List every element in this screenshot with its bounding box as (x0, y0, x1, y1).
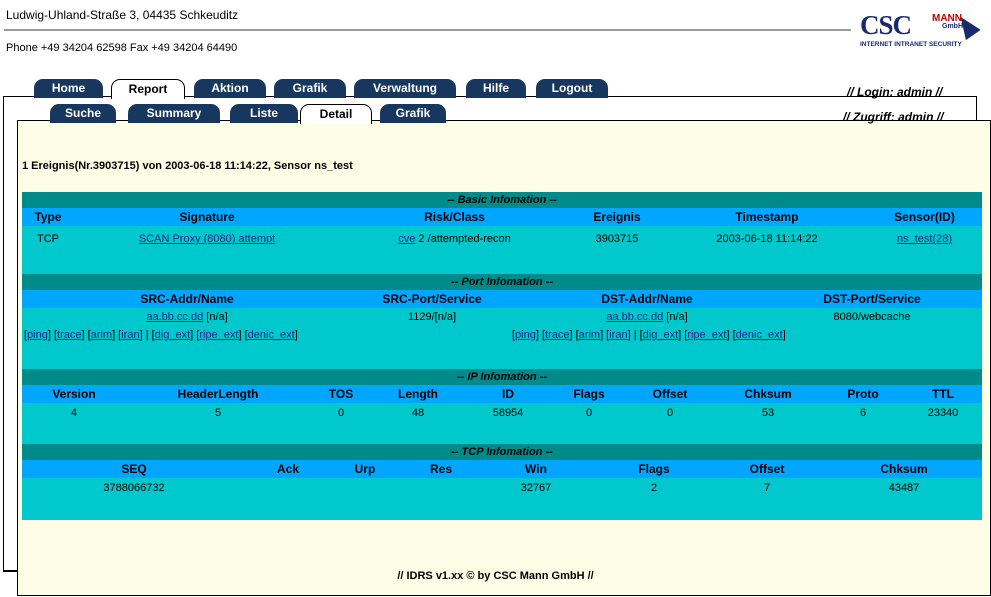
dst-arim-link[interactable]: arim (578, 329, 601, 341)
src-addr-link[interactable]: aa.bb.cc.dd (146, 311, 204, 323)
dst-dig-link[interactable]: dig_ext (642, 329, 679, 341)
ip-value-5: 0 (585, 407, 593, 419)
col-timestamp: Timestamp (735, 210, 799, 224)
col-signature: Signature (179, 210, 235, 224)
address: Ludwig-Uhland-Straße 3, 04435 Schkeuditz (6, 8, 239, 22)
dst-denic-link[interactable]: denic_ext (735, 329, 783, 341)
sensor-link[interactable]: ns_test(28) (896, 233, 953, 245)
tab-logout[interactable]: Logout (536, 79, 608, 98)
src-ping-link[interactable]: ping (27, 329, 48, 341)
logo-tagline: INTERNET INTRANET SECURITY (860, 41, 962, 48)
dst-ping-link[interactable]: ping (515, 329, 536, 341)
ip-value-8: 6 (859, 407, 867, 419)
ip-col-2: TOS (328, 387, 354, 401)
tcp-col-3: Res (429, 462, 452, 476)
src-tools: [ping] [trace] [arim] [iran] | [dig_ext] [ripe_ext] [denic_ext] (24, 329, 298, 341)
ip-value-1: 5 (214, 407, 222, 419)
header-divider (4, 29, 851, 31)
tcp-value-4: 32767 (520, 482, 552, 494)
access-status: // Zugriff: admin // (843, 110, 944, 124)
dst-ripe-link[interactable]: ripe_ext (687, 329, 727, 341)
risk-text: 2 /attempted-recon (418, 233, 511, 245)
subtab-summary[interactable]: Summary (128, 104, 220, 123)
ip-col-8: Proto (847, 387, 879, 401)
tab-aktion[interactable]: Aktion (194, 79, 266, 98)
ip-value-7: 53 (761, 407, 775, 419)
subtab-grafik[interactable]: Grafik (380, 104, 446, 123)
tcp-col-6: Offset (749, 462, 785, 476)
src-denic-link[interactable]: denic_ext (247, 329, 295, 341)
tcp-col-4: Win (525, 462, 547, 476)
ip-row (22, 404, 982, 422)
timestamp-value: 2003-06-18 11:14:22 (716, 233, 818, 245)
dst-port-value: 8080/webcache (833, 311, 911, 323)
cve-link[interactable]: cve (398, 233, 416, 245)
col-risk: Risk/Class (424, 210, 485, 224)
basic-col-headers (22, 208, 982, 226)
tcp-col-5: Flags (638, 462, 670, 476)
logo-gmbh: GmbH (942, 23, 963, 30)
ip-header: -- IP Infomation -- (22, 369, 982, 385)
tcp-value-5: 2 (650, 482, 658, 494)
dst-addr-cell (572, 308, 722, 326)
dst-trace-link[interactable]: trace (545, 329, 570, 341)
tab-grafik[interactable]: Grafik (274, 79, 346, 98)
ip-col-5: Flags (573, 387, 605, 401)
ip-value-3: 48 (411, 407, 425, 419)
ip-col-0: Version (52, 387, 96, 401)
col-src-addr: SRC-Addr/Name (140, 292, 234, 306)
src-iran-link[interactable]: iran (121, 329, 140, 341)
basic-section (22, 192, 982, 274)
ip-col-7: Chksum (744, 387, 792, 401)
logo-mann: MANN (932, 13, 962, 24)
event-title: 1 Ereignis(Nr.3903715) von 2003-06-18 11:14:22, Sensor ns_test (22, 160, 353, 172)
ip-value-4: 58954 (492, 407, 524, 419)
ip-value-0: 4 (70, 407, 78, 419)
port-row (22, 308, 982, 326)
tcp-col-2: Urp (354, 462, 376, 476)
tab-report[interactable]: Report (111, 79, 185, 99)
dst-na: [n/a] (666, 311, 688, 323)
src-trace-link[interactable]: trace (57, 329, 82, 341)
ip-col-3: Length (398, 387, 438, 401)
subtab-suche[interactable]: Suche (50, 104, 116, 123)
col-dst-addr: DST-Addr/Name (601, 292, 693, 306)
phone-info: Phone +49 34204 62598 Fax +49 34204 64490 (6, 42, 238, 54)
tcp-col-7: Chksum (880, 462, 928, 476)
tab-home[interactable]: Home (34, 79, 103, 98)
col-sensor: Sensor(ID) (894, 210, 955, 224)
tcp-row (22, 479, 982, 497)
basic-row (22, 230, 982, 248)
tcp-value-0: 3788066732 (103, 482, 165, 494)
ip-value-9: 23340 (927, 407, 959, 419)
col-ereignis: Ereignis (593, 210, 641, 224)
ip-section (22, 369, 982, 444)
dst-addr-link[interactable]: aa.bb.cc.dd (606, 311, 664, 323)
src-dig-link[interactable]: dig_ext (154, 329, 191, 341)
tcp-header: -- TCP Infomation -- (22, 444, 982, 460)
footer: // IDRS v1.xx © by CSC Mann GmbH // (397, 570, 594, 582)
tab-hilfe[interactable]: Hilfe (466, 79, 526, 98)
tcp-col-0: SEQ (121, 462, 147, 476)
ip-value-2: 0 (337, 407, 345, 419)
subtab-liste[interactable]: Liste (230, 104, 298, 123)
tcp-col-headers (22, 460, 982, 478)
basic-header: -- Basic Infomation -- (22, 192, 982, 208)
type-value: TCP (37, 233, 59, 245)
tab-verwaltung[interactable]: Verwaltung (354, 79, 456, 98)
col-dst-port: DST-Port/Service (823, 292, 921, 306)
login-status: // Login: admin // (847, 85, 943, 99)
tcp-value-7: 43487 (888, 482, 920, 494)
dst-tools: [ping] [trace] [arim] [iran] | [dig_ext] [ripe_ext] [denic_ext] (512, 329, 786, 341)
tcp-section (22, 444, 982, 520)
ip-col-headers (22, 385, 982, 403)
port-col-headers (22, 290, 982, 308)
col-src-port: SRC-Port/Service (382, 292, 482, 306)
ip-value-6: 0 (666, 407, 674, 419)
ip-col-4: ID (502, 387, 514, 401)
company-logo (856, 10, 986, 52)
ip-col-9: TTL (932, 387, 954, 401)
ip-col-1: HeaderLength (177, 387, 259, 401)
detail-content (22, 192, 982, 520)
tcp-value-6: 7 (763, 482, 771, 494)
src-port-value: 1129/[n/a] (407, 311, 457, 323)
signature-link[interactable]: SCAN Proxy (8080) attempt (138, 233, 276, 245)
src-na: [n/a] (206, 311, 228, 323)
dst-iran-link[interactable]: iran (609, 329, 628, 341)
tool-links-row (22, 326, 982, 344)
logo-text: CSC (860, 10, 912, 40)
subtab-detail[interactable]: Detail (300, 104, 372, 124)
src-ripe-link[interactable]: ripe_ext (199, 329, 239, 341)
risk-cell (387, 230, 522, 248)
tcp-col-1: Ack (276, 462, 299, 476)
ereignis-value: 3903715 (595, 233, 639, 245)
port-section (22, 274, 982, 369)
src-arim-link[interactable]: arim (90, 329, 113, 341)
col-type: Type (34, 210, 62, 224)
port-header: -- Port Infomation -- (22, 274, 982, 290)
ip-col-6: Offset (652, 387, 688, 401)
src-addr-cell (112, 308, 262, 326)
